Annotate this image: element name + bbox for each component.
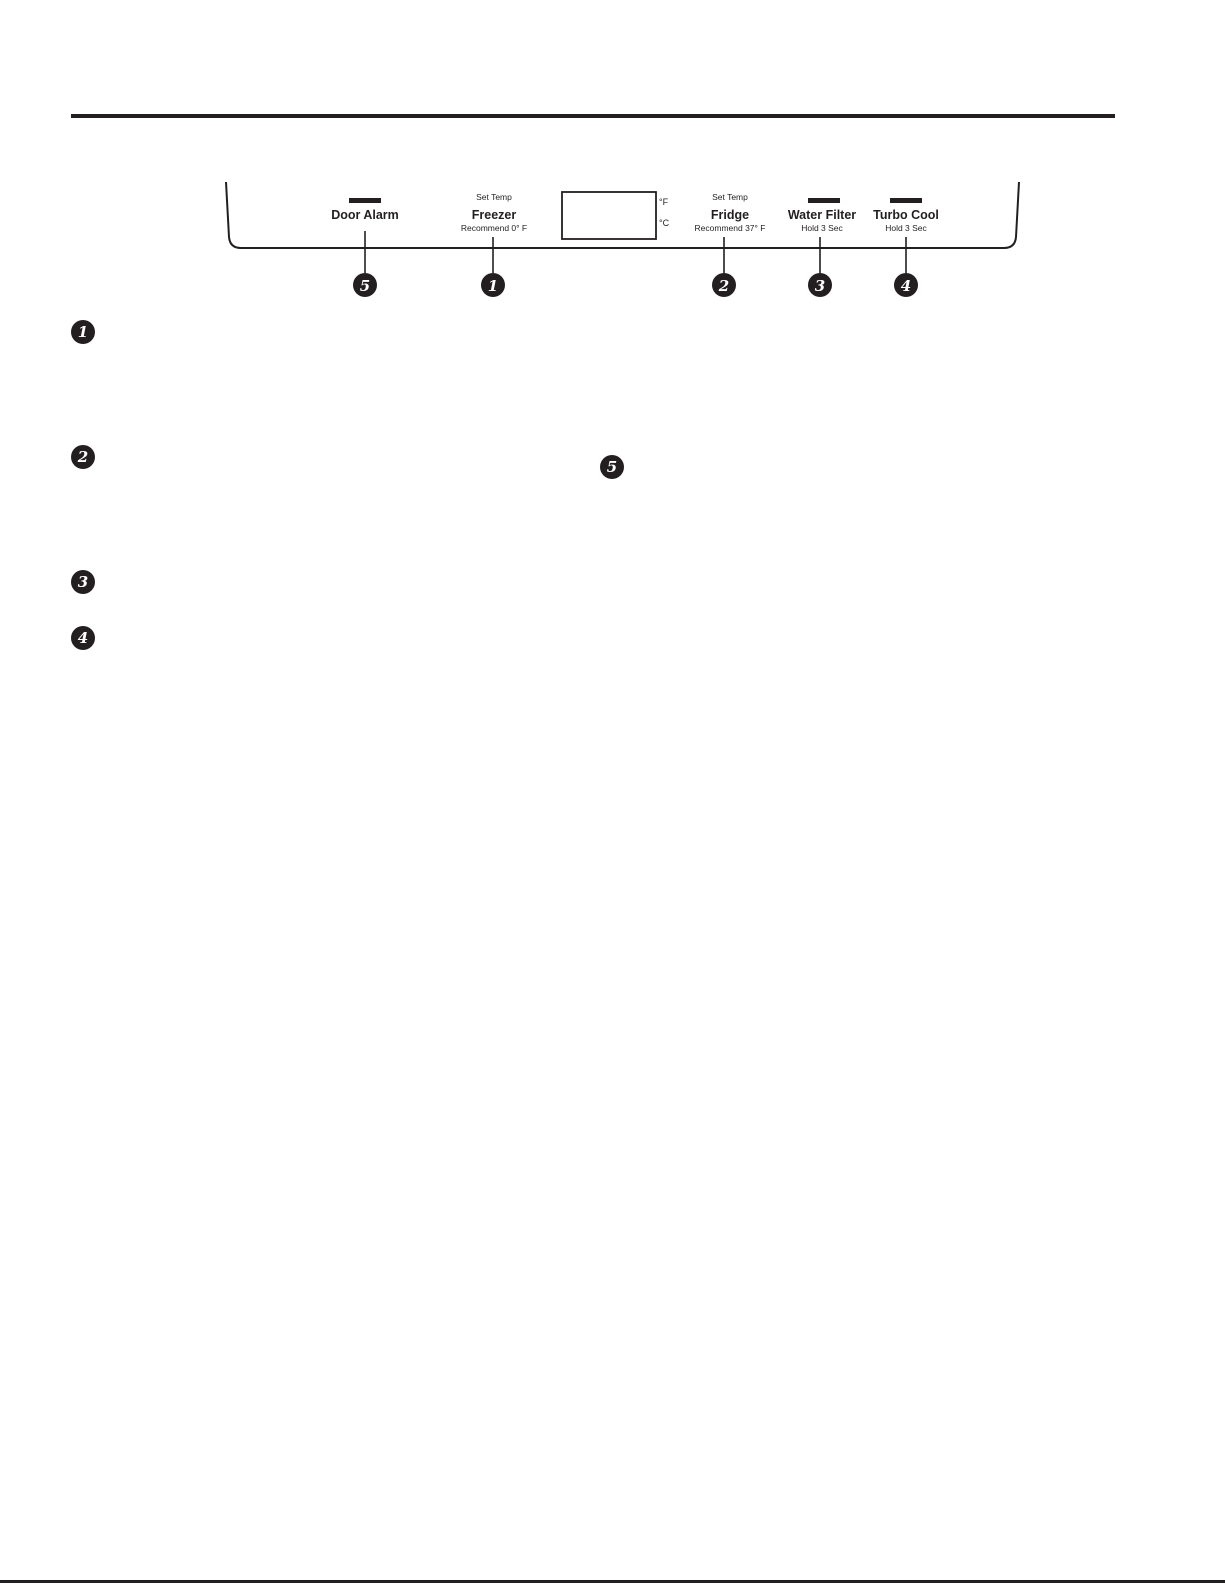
callout-badge-3 — [808, 273, 832, 297]
unit-f-label: °F — [659, 197, 669, 207]
callout-badge-5 — [353, 273, 377, 297]
legend-badge-4: 4 — [71, 626, 95, 650]
fridge-set-temp-label: Set Temp — [712, 192, 748, 202]
turbo-cool-hold-label: Hold 3 Sec — [885, 223, 927, 233]
svg-text:3: 3 — [814, 277, 826, 295]
freezer-recommend-label: Recommend 0° F — [460, 223, 528, 233]
temperature-display — [562, 192, 656, 239]
turbo-cool-label: Turbo Cool — [873, 208, 939, 222]
freezer-control[interactable] — [461, 192, 527, 233]
freezer-label: Freezer — [471, 208, 517, 222]
turbo-cool-control[interactable] — [873, 198, 939, 233]
legend-badge-3: 3 — [71, 570, 95, 594]
footer-rule — [0, 1580, 1225, 1583]
callout-badge-2 — [712, 273, 736, 297]
legend-badge-5: 5 — [600, 455, 624, 479]
callout-badge-4 — [894, 273, 918, 297]
freezer-set-temp-label: Set Temp — [476, 192, 512, 202]
svg-text:4: 4 — [900, 277, 912, 295]
water-filter-hold-label: Hold 3 Sec — [801, 223, 843, 233]
svg-text:1: 1 — [487, 277, 499, 295]
fridge-control[interactable] — [695, 192, 766, 233]
svg-text:2: 2 — [718, 277, 730, 295]
unit-c-label: °C — [659, 218, 670, 228]
svg-text:5: 5 — [359, 277, 371, 295]
door-alarm-label: Door Alarm — [331, 208, 399, 222]
control-panel-diagram — [0, 0, 1225, 310]
callout-badge-1 — [481, 273, 505, 297]
water-filter-control[interactable] — [788, 198, 856, 233]
turbo-cool-indicator — [890, 198, 922, 203]
water-filter-label: Water Filter — [787, 208, 857, 222]
fridge-label: Fridge — [710, 208, 750, 222]
fridge-recommend-label: Recommend 37° F — [694, 223, 766, 233]
legend-badge-2: 2 — [71, 445, 95, 469]
water-filter-indicator — [808, 198, 840, 203]
door-alarm-indicator — [349, 198, 381, 203]
legend-badge-1: 1 — [71, 320, 95, 344]
door-alarm-control[interactable] — [331, 198, 399, 222]
